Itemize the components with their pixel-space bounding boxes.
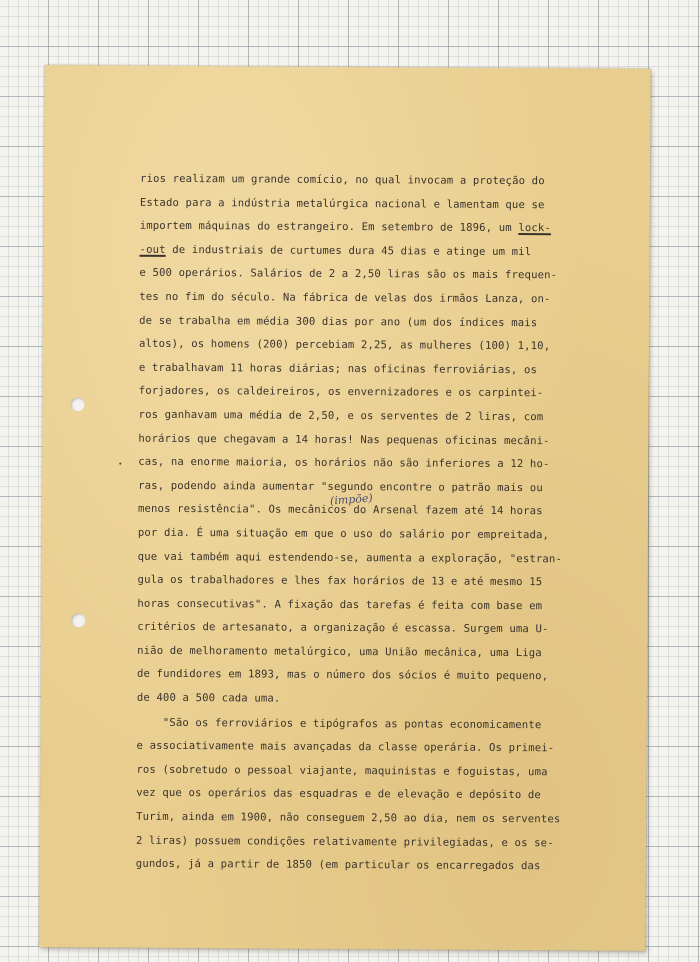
text-line: tes no fim do século. Na fábrica de velas dos irmãos Lanza, on- — [139, 290, 551, 306]
underlined-term: lock- — [518, 222, 552, 235]
text-line: "São os ferroviários e tipógrafos as pontas economicamente — [136, 716, 542, 731]
text-line: de se trabalha em média 300 dias por ano (um dos índices mais — [139, 314, 538, 329]
text-line: horários que chegavam a 14 horas! Nas pequenas oficinas mecâni- — [138, 432, 550, 447]
text-line: critérios de artesanato, a organização é escassa. Surgem uma U- — [137, 621, 549, 636]
punch-hole-upper — [71, 397, 85, 411]
text-line: ros ganhavam uma média de 2,50, e os serventes de 2 liras, com — [138, 408, 544, 424]
text-line: forjadores, os caldeireiros, os envernizadores e os carpintei- — [138, 385, 544, 400]
text-line: menos resistência". Os mecânicos do Arsenal fazem até 14 horas — [137, 503, 543, 518]
text-line — [139, 239, 619, 266]
text-line: vez que os operários das esquadras e de elevação e depósito de — [136, 787, 542, 802]
text-line: e trabalhavam 11 horas diárias; nas oficinas ferroviárias, os — [138, 361, 538, 376]
text-line: por dia. É uma situação em que o uso do salário por empreitada, — [137, 526, 550, 542]
text-line: ras, podendo ainda aumentar "segundo encontre o patrão mais ou — [138, 479, 543, 494]
text-line: altos), os homens (200) percebiam 2,25, as mulheres (100) 1,10, — [138, 337, 551, 353]
handwritten-correction: (impõe) — [329, 491, 374, 508]
text-line: cas, na enorme maioria, os horários não são inferiores a 12 ho- — [138, 455, 550, 471]
text-line: gula os trabalhadores e lhes fax horários de 13 e até mesmo 15 — [137, 573, 543, 589]
text-line: rios realizam um grande comício, no qual invocam a proteção do — [139, 172, 545, 188]
underlined-term: -out — [139, 243, 166, 256]
text-line — [140, 215, 620, 242]
text-line: Turim, ainda em 1900, não conseguem 2,50 ao dia, nem os serventes — [136, 810, 561, 826]
text-line: 2 liras) possuem condições relativamente privilegiadas, e os se- — [135, 834, 554, 849]
text-line: nião de melhoramento metalúrgico, uma União mecânica, uma Liga — [137, 644, 542, 660]
text-line: de 400 a 500 cada uma. — [136, 691, 281, 705]
punch-hole-lower — [71, 613, 85, 627]
text-fragment: importem máquinas do estrangeiro. Em setembro de 1896, um — [139, 219, 519, 235]
text-line: que vai também aqui estendendo-se, aumenta a exploração, "estran- — [137, 550, 563, 565]
text-line: ros (sobretudo o pessoal viajante, maquinistas e foguistas, uma — [136, 763, 548, 778]
text-fragment: de industriais de curtumes dura 45 dias e atinge um mil — [165, 243, 532, 258]
text-line: de fundidores em 1893, mas o número dos sócios é muito pequeno, — [136, 668, 549, 683]
typed-page — [39, 65, 650, 951]
typed-text-body — [136, 168, 620, 880]
text-line: horas consecutivas". A fixação das tarefas é feita com base em — [137, 597, 543, 612]
text-line: e associativamente mais avançadas da classe operária. Os primei- — [136, 739, 555, 755]
text-line: Estado para a indústria metalúrgica nacional e lamentam que se — [139, 196, 545, 211]
text-line: gundos, já a partir de 1850 (em particular os encarregados das — [135, 857, 541, 873]
ink-speck — [119, 463, 121, 465]
text-line: e 500 operários. Salários de 2 a 2,50 liras são os mais frequen- — [139, 267, 558, 282]
